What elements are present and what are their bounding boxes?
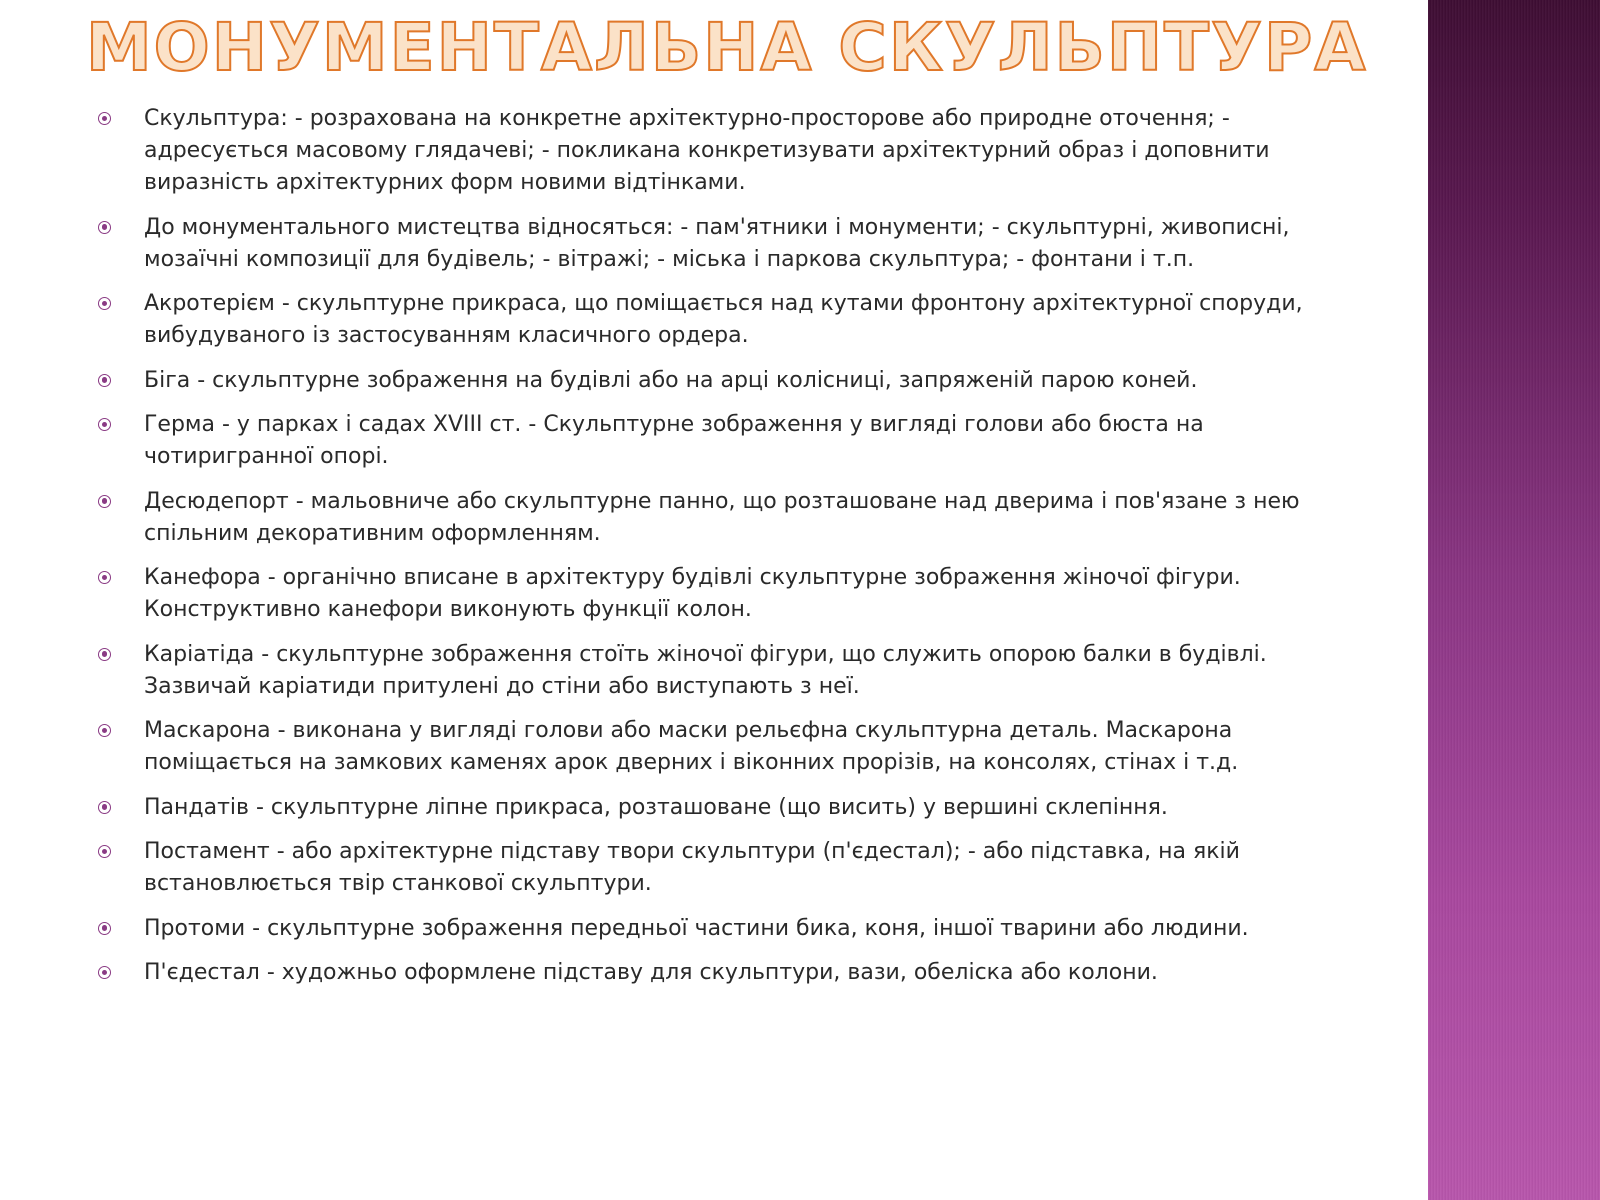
circled-dot-icon bbox=[98, 418, 111, 431]
bullet-item bbox=[96, 103, 1346, 199]
circled-dot-icon bbox=[98, 374, 111, 387]
circled-dot-icon bbox=[98, 112, 111, 125]
bullet-text: Десюдепорт - мальовниче або скульптурне панно, що розташоване над дверима і пов'язане з нею спільним декоративним оформленням. bbox=[144, 488, 1300, 546]
bullet-text: Герма - у парках і садах XVIII ст. - Скульптурне зображення у вигляді голови або бюста на чотиригранної опорі. bbox=[144, 412, 1204, 469]
bullet-item bbox=[96, 288, 1346, 352]
circled-dot-icon bbox=[98, 571, 111, 584]
slide-title: МОНУМЕНТАЛЬНА СКУЛЬПТУРА bbox=[86, 9, 1368, 86]
circled-dot-icon bbox=[98, 221, 111, 234]
circled-dot-icon bbox=[98, 724, 111, 737]
bullet-item bbox=[96, 957, 1346, 989]
circled-dot-icon bbox=[98, 297, 111, 310]
bullet-text: Маскарона - виконана у вигляді голови або маски рельєфна скульптурна деталь. Маскарона поміщається на замкових каменях арок дверних і віконних прорізів, на консолях, стінах і т.д. bbox=[144, 718, 1239, 775]
bullet-item bbox=[96, 913, 1346, 945]
bullet-text: Протоми - скульптурне зображення передньої частини бика, коня, іншої тварини або людини. bbox=[144, 915, 1249, 941]
circled-dot-icon bbox=[98, 966, 111, 979]
bullet-item bbox=[96, 792, 1346, 824]
bullet-item bbox=[96, 409, 1346, 473]
bullet-text: Постамент - або архітектурне підставу твори скульптури (п'єдестал); - або підставка, на якій встановлюється твір станкової скульптури. bbox=[144, 839, 1240, 896]
bullet-item bbox=[96, 562, 1346, 626]
circled-dot-icon bbox=[98, 495, 111, 508]
circled-dot-icon bbox=[98, 922, 111, 935]
bullet-text: Каріатіда - скульптурне зображення стоїть жіночої фігури, що служить опорою балки в будівлі. Зазвичай каріатиди притулені до стіни або виступають з неї. bbox=[144, 641, 1267, 699]
bullet-text: Біга - скульптурне зображення на будівлі або на арці колісниці, запряженій парою коней. bbox=[144, 367, 1198, 393]
bullet-text: Канефора - органічно вписане в архітектуру будівлі скульптурне зображення жіночої фігури. Конструктивно канефори виконують функції колон. bbox=[144, 565, 1241, 622]
bullet-text: П'єдестал - художньо оформлене підставу для скульптури, вази, обеліска або колони. bbox=[144, 960, 1158, 985]
circled-dot-icon bbox=[98, 845, 111, 858]
bullet-text: Скульптура: - розрахована на конкретне архітектурно-просторове або природне оточення; - адресується масовому глядачеві; - покликана конкретизувати архітектурний образ і доповнити виразність архітектурних форм новими відтінками. bbox=[144, 106, 1270, 195]
bullet-text: Пандатів - скульптурне ліпне прикраса, розташоване (що висить) у вершині склепіння. bbox=[144, 794, 1168, 820]
decorative-side-band bbox=[1428, 0, 1600, 1200]
bullet-item bbox=[96, 836, 1346, 900]
bullet-item bbox=[96, 212, 1346, 276]
bullet-list bbox=[96, 103, 1346, 1002]
bullet-item bbox=[96, 486, 1346, 550]
bullet-text: До монументального мистецтва відносяться: - пам'ятники і монументи; - скульптурні, живописні, мозаїчні композиції для будівель; - вітражі; - міська і паркова скульптура; - фонтани і т.п. bbox=[144, 214, 1290, 272]
bullet-item bbox=[96, 715, 1346, 779]
bullet-text: Акротерієм - скульптурне прикраса, що поміщається над кутами фронтону архітектурної споруди, вибудуваного із застосуванням класичного ордера. bbox=[144, 291, 1303, 348]
circled-dot-icon bbox=[98, 648, 111, 661]
bullet-item bbox=[96, 639, 1346, 703]
bullet-item bbox=[96, 365, 1346, 397]
circled-dot-icon bbox=[98, 801, 111, 814]
